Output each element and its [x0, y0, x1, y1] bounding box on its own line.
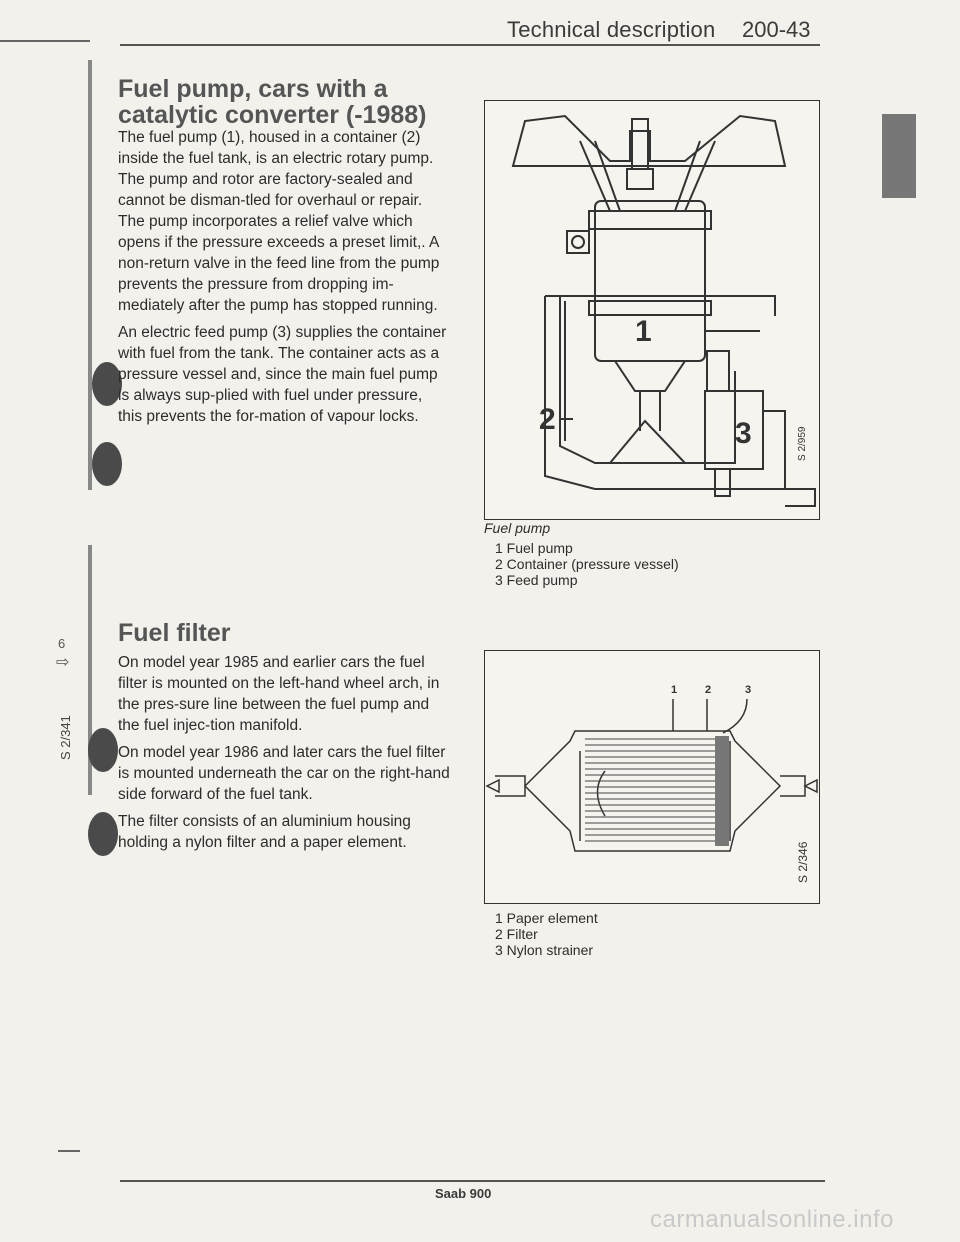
paragraph: On model year 1986 and later cars the fuel filter is mounted underneath the car on the right-hand side forward of the fuel tank. [118, 744, 450, 803]
legend-item: 1 Paper element [495, 910, 598, 926]
arrow-right-icon: ⇨ [56, 654, 70, 671]
page-number: 200-43 [742, 17, 811, 42]
figure-code: S 2/346 [796, 841, 810, 883]
fuel-pump-figure [484, 100, 820, 520]
callout-label: 2 [539, 403, 556, 436]
fuel-filter-figure [484, 650, 820, 904]
footer-rule [120, 1180, 825, 1182]
punch-hole [88, 728, 118, 772]
figure-legend [495, 910, 598, 958]
paragraph: An electric feed pump (3) supplies the container with fuel from the tank. The container acts as a pressure vessel and, since the main fuel pump is always sup-plied with fuel under pressure, this prevents the for-mation of vapour locks. [118, 324, 447, 425]
section-tab-marker [882, 114, 916, 198]
legend-item: 2 Container (pressure vessel) [495, 556, 679, 572]
header-rule [120, 44, 820, 46]
figure-code: S 2/959 [797, 426, 808, 461]
paragraph: The fuel pump (1), housed in a container (2) inside the fuel tank, is an electric rotary pump. The pump and rotor are factory-sealed and cannot be disman-tled for overhaul or repair. The pump incorporates a relief valve which opens if the pressure exceeds a preset limit,. A non-return valve in the feed line from the pump prevents the pressure from dropping im-mediately after the pump has stopped running. [118, 129, 440, 314]
callout-label: 2 [705, 684, 712, 696]
margin-rule [0, 40, 90, 42]
punch-hole [92, 442, 122, 486]
page-header-title: Technical description [507, 17, 716, 42]
fuel-pump-diagram [485, 101, 819, 519]
callout-label: 1 [671, 684, 678, 696]
margin-rule [58, 1150, 80, 1152]
section-heading-fuel-pump: Fuel pump, cars with a catalytic converter (-1988) [118, 75, 427, 129]
section-heading-fuel-filter: Fuel filter [118, 619, 231, 647]
fuel-pump-text [118, 127, 450, 433]
margin-marker: 6 [58, 636, 66, 651]
legend-item: 1 Fuel pump [495, 540, 573, 556]
fuel-filter-diagram [485, 651, 819, 903]
callout-label: 1 [635, 315, 652, 348]
paragraph: On model year 1985 and earlier cars the fuel filter is mounted on the left-hand wheel arch, in the pres-sure line between the fuel pump and the fuel injec-tion manifold. [118, 654, 440, 734]
callout-label: 3 [745, 684, 752, 696]
punch-hole [88, 812, 118, 856]
filter-end-cap [715, 736, 729, 846]
legend-item: 3 Nylon strainer [495, 942, 594, 958]
figure-code-left: S 2/341 [58, 715, 73, 760]
figure-caption: Fuel pump [484, 520, 551, 536]
paragraph: The filter consists of an aluminium housing holding a nylon filter and a paper element. [118, 813, 411, 851]
figure-legend [495, 540, 679, 588]
footer-model: Saab 900 [435, 1186, 492, 1201]
callout-label: 3 [735, 417, 752, 450]
watermark: carmanualsonline.info [650, 1206, 894, 1233]
legend-item: 3 Feed pump [495, 572, 578, 588]
binder-edge [88, 60, 92, 490]
fuel-filter-text [118, 652, 450, 859]
legend-item: 2 Filter [495, 926, 538, 942]
